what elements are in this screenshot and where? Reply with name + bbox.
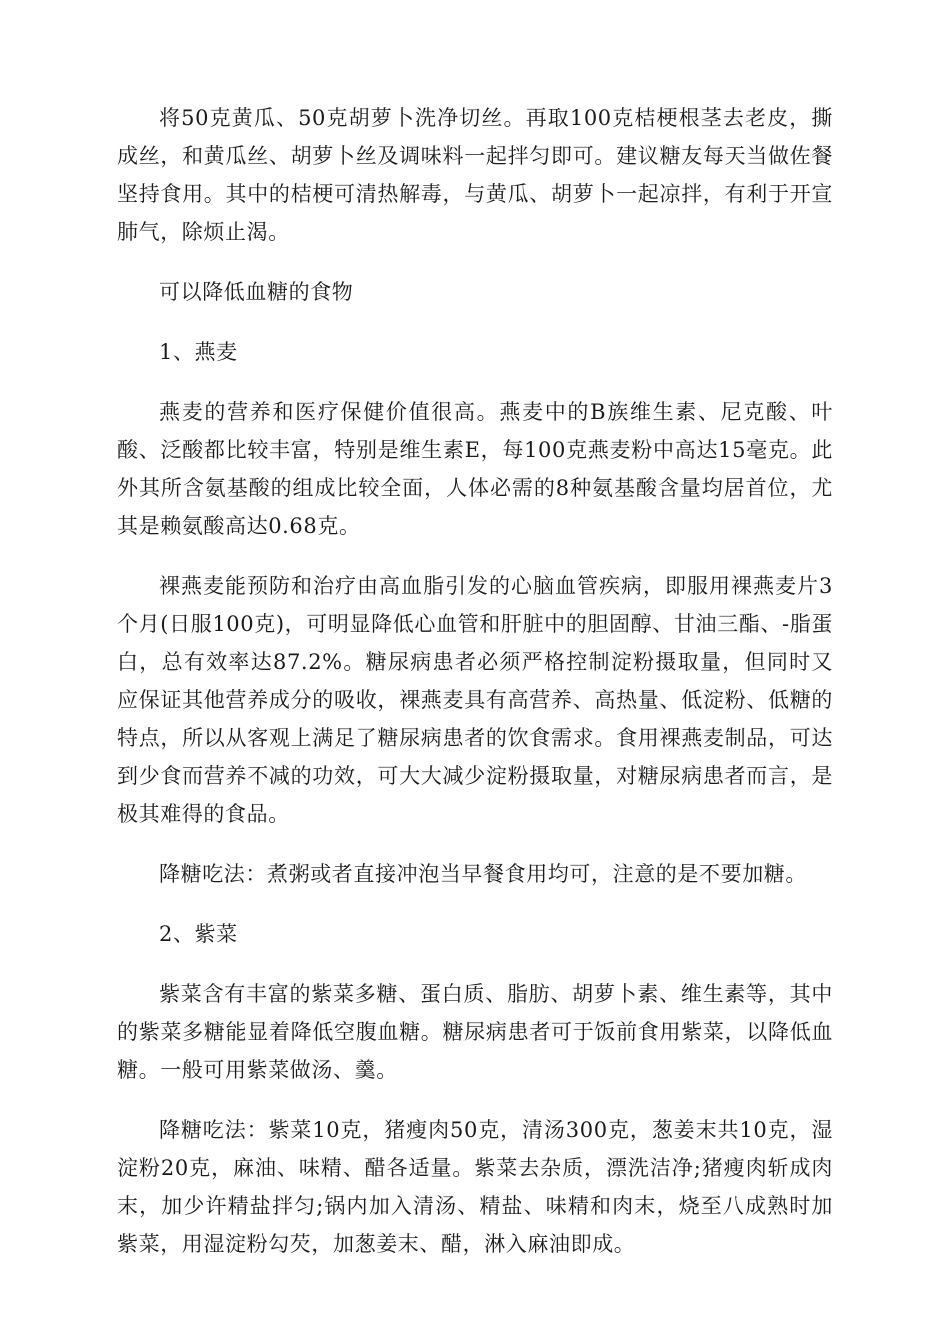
section-heading: 可以降低血糖的食物: [159, 280, 354, 304]
document-body: [117, 99, 833, 1285]
paragraph-oats-benefits: 裸燕麦能预防和治疗由高血脂引发的心脑血管疾病，即服用裸燕麦片3个月(日服100克)，可明显降低心血管和肝脏中的胆固醇、甘油三酯、-脂蛋白，总有效率达87.2%。糖尿病患者必须严格控制淀粉摄取量，但同时又应保证其他营养成分的吸收，裸燕麦具有高营养、高热量、低淀粉、低糖的特点，所以从客观上满足了糖尿病患者的饮食需求。食用裸燕麦制品，可达到少食而营养不减的功效，可大大减少淀粉摄取量，对糖尿病患者而言，是极其难得的食品。: [117, 574, 833, 826]
paragraph-oats-method: 降糖吃法：煮粥或者直接冲泡当早餐食用均可，注意的是不要加糖。: [159, 862, 807, 886]
item-heading-oats: 1、燕麦: [159, 340, 238, 364]
item-heading-seaweed: 2、紫菜: [159, 922, 238, 946]
paragraph-recipe-cucumber: 将50克黄瓜、50克胡萝卜洗净切丝。再取100克桔梗根茎去老皮，撕成丝，和黄瓜丝、胡萝卜丝及调味料一起拌匀即可。建议糖友每天当做佐餐坚持食用。其中的桔梗可清热解毒，与黄瓜、胡萝卜一起凉拌，有利于开宣肺气，除烦止渴。: [117, 106, 833, 244]
paragraph-seaweed-nutrition: 紫菜含有丰富的紫菜多糖、蛋白质、脂肪、胡萝卜素、维生素等，其中的紫菜多糖能显着降低空腹血糖。糖尿病患者可于饭前食用紫菜，以降低血糖。一般可用紫菜做汤、羹。: [117, 982, 833, 1082]
paragraph-oats-nutrition: 燕麦的营养和医疗保健价值很高。燕麦中的B族维生素、尼克酸、叶酸、泛酸都比较丰富，特别是维生素E，每100克燕麦粉中高达15毫克。此外其所含氨基酸的组成比较全面，人体必需的8种氨基酸含量均居首位，尤其是赖氨酸高达0.68克。: [117, 400, 833, 538]
paragraph-seaweed-method: 降糖吃法：紫菜10克，猪瘦肉50克，清汤300克，葱姜末共10克，湿淀粉20克，麻油、味精、醋各适量。紫菜去杂质，漂洗洁净;猪瘦肉斩成肉末，加少许精盐拌匀;锅内加入清汤、精盐、味精和肉末，烧至八成熟时加紫菜，用湿淀粉勾芡，加葱姜末、醋，淋入麻油即成。: [117, 1118, 833, 1256]
